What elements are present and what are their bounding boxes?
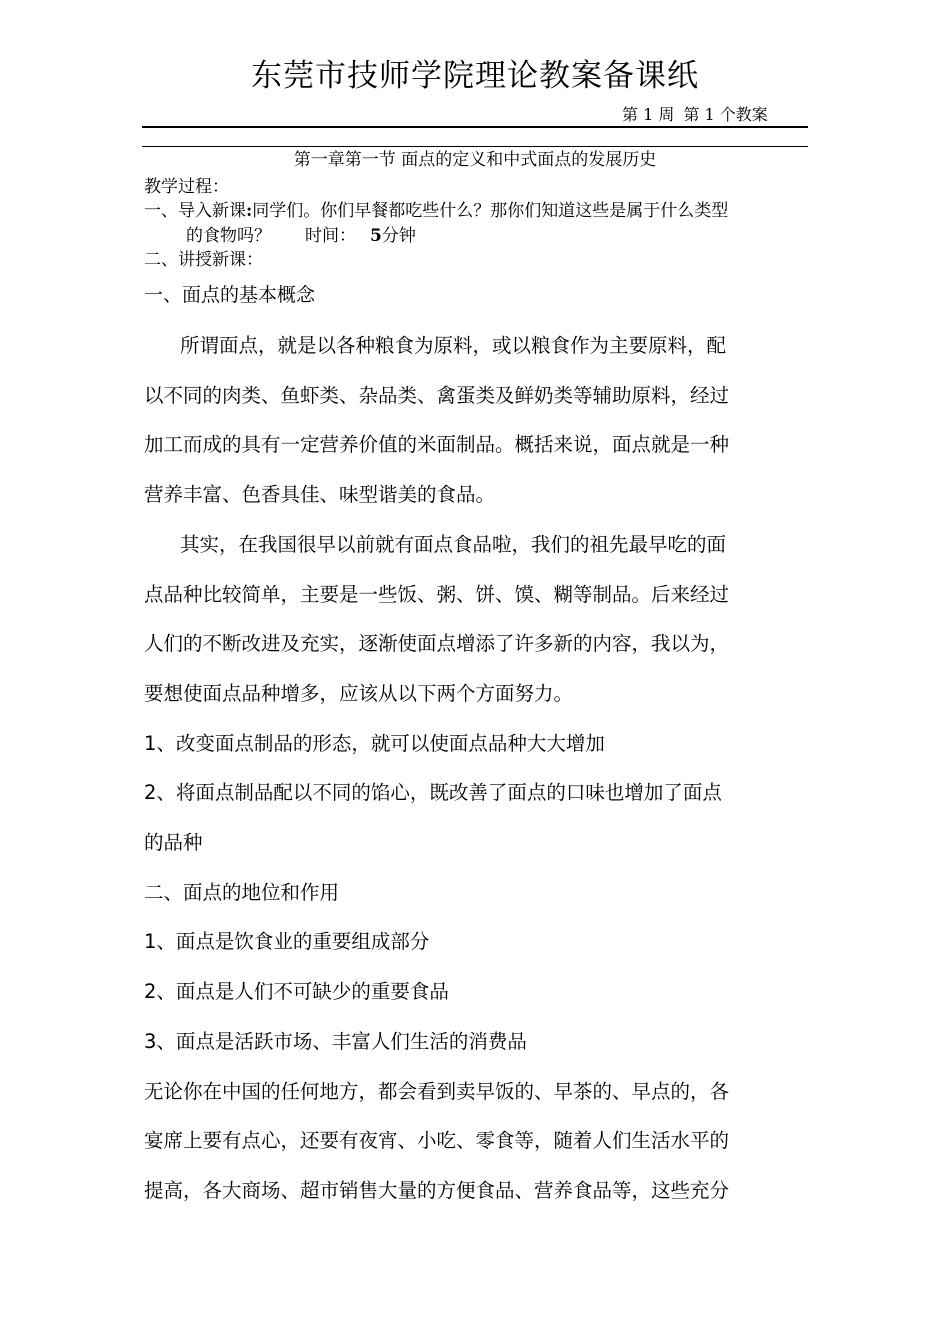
text-line: 所谓面点，就是以各种粮食为原料，或以粮食作为主要原料，配 xyxy=(180,334,727,357)
text-line: 其实，在我国很早以前就有面点食品啦，我们的祖先最早吃的面 xyxy=(180,532,727,556)
intro-colon: : xyxy=(246,201,253,221)
text-line: 营养丰富、色香具佳、味型谐美的食品。 xyxy=(144,483,496,507)
teach-label: 二、讲授新课： xyxy=(144,250,263,270)
text-line: 加工而成的具有一定营养价值的米面制品。概括来说，面点就是一种 xyxy=(144,433,730,457)
header-rule-thin xyxy=(142,146,808,147)
intro-rest: 同学们。你们早餐都吃些什么？那你们知道这些是属于什么类型 xyxy=(252,201,729,221)
process-label: 教学过程： xyxy=(144,177,229,197)
text-line: 提高，各大商场、超市销售大量的方便食品、营养食品等，这些充分 xyxy=(144,1178,730,1202)
time-label: 时间： xyxy=(305,226,356,246)
text-line: 的品种 xyxy=(144,831,203,855)
list-item: 1、面点是饮食业的重要组成部分 xyxy=(144,930,430,954)
section-2-heading: 二、面点的地位和作用 xyxy=(144,880,340,904)
text-line: 无论你在中国的任何地方，都会看到卖早饭的、早茶的、早点的，各 xyxy=(144,1079,730,1103)
section-1-para-1 xyxy=(144,321,808,1216)
text-line: 点品种比较简单，主要是一些饭、粥、饼、馍、糊等制品。后来经过 xyxy=(144,582,730,606)
header-rule-thick xyxy=(142,126,808,128)
intro-prefix: 一、导入新课 xyxy=(144,201,246,221)
list-item: 2、面点是人们不可缺少的重要食品 xyxy=(144,980,449,1004)
list-item: 2、将面点制品配以不同的馅心，既改善了面点的口味也增加了面点 xyxy=(144,781,722,805)
intro-question: 的食物吗？ xyxy=(186,226,271,246)
week-lesson-info xyxy=(622,104,772,126)
text-line: 人们的不断改进及充实，逐渐使面点增添了许多新的内容，我以为， xyxy=(144,632,730,656)
intro-line-1 xyxy=(144,199,728,223)
week-number: 第 1 周 xyxy=(622,105,675,124)
section-1-heading: 一、面点的基本概念 xyxy=(144,284,316,306)
chapter-title: 第一章第一节 面点的定义和中式面点的发展历史 xyxy=(293,150,657,170)
text-line: 以不同的肉类、鱼虾类、杂品类、禽蛋类及鲜奶类等辅助原料，经过 xyxy=(144,383,730,407)
text-line: 要想使面点品种增多，应该从以下两个方面努力。 xyxy=(144,681,574,705)
list-item: 3、面点是活跃市场、丰富人们生活的消费品 xyxy=(144,1029,527,1053)
list-item: 1、改变面点制品的形态，就可以使面点品种大大增加 xyxy=(144,731,605,755)
time-value: 5 xyxy=(370,226,382,246)
text-line: 宴席上要有点心，还要有夜宵、小吃、零食等，随着人们生活水平的 xyxy=(144,1129,730,1153)
lesson-number: 第 1 个教案 xyxy=(683,105,768,124)
intro-line-2 xyxy=(144,224,416,248)
document-title: 东莞市技师学院理论教案备课纸 xyxy=(251,58,699,94)
time-unit: 分钟 xyxy=(381,226,416,246)
